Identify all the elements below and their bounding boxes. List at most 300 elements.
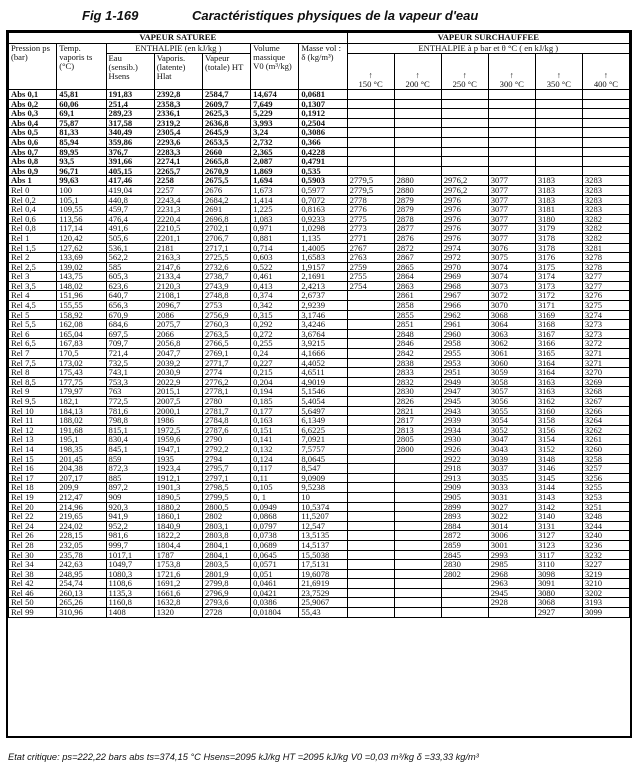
table-cell: 2771,7 bbox=[202, 358, 250, 368]
table-cell: 0,971 bbox=[251, 224, 299, 234]
table-cell: 2,4213 bbox=[299, 281, 347, 291]
table-cell: 2625,3 bbox=[202, 109, 250, 119]
table-cell: Rel 5 bbox=[9, 310, 57, 320]
table-cell: 3123 bbox=[535, 540, 582, 550]
table-cell bbox=[347, 166, 394, 176]
table-cell: 3236 bbox=[582, 540, 629, 550]
table-cell: 3174 bbox=[535, 272, 582, 282]
header-temp-col: ↑ 200 °C bbox=[394, 54, 441, 90]
table-cell: 3178 bbox=[535, 243, 582, 253]
table-cell: 2075,7 bbox=[154, 320, 202, 330]
table-cell: 2880 bbox=[394, 176, 441, 186]
table-cell: 697,5 bbox=[106, 329, 154, 339]
table-cell: 743,1 bbox=[106, 368, 154, 378]
table-cell: 2803,1 bbox=[202, 521, 250, 531]
table-cell: 165,04 bbox=[57, 329, 106, 339]
table-cell: 143,75 bbox=[57, 272, 106, 282]
table-cell: 2800,5 bbox=[202, 502, 250, 512]
table-row bbox=[9, 550, 630, 560]
table-row bbox=[9, 435, 630, 445]
table-cell: 2670,9 bbox=[202, 166, 250, 176]
table-cell: 2201,1 bbox=[154, 233, 202, 243]
table-cell: Rel 16 bbox=[9, 464, 57, 474]
table-cell: 3283 bbox=[582, 205, 629, 215]
table-cell: 1108,6 bbox=[106, 579, 154, 589]
table-cell: 491,6 bbox=[106, 224, 154, 234]
table-cell: 684,6 bbox=[106, 320, 154, 330]
header-vapeur-totale: Vapeur (totale) HT bbox=[202, 54, 250, 90]
table-cell: 605,3 bbox=[106, 272, 154, 282]
table-cell: 265,26 bbox=[57, 598, 106, 608]
up-arrow-icon: ↑ bbox=[603, 70, 609, 80]
table-cell: 0,714 bbox=[251, 243, 299, 253]
table-cell bbox=[441, 118, 488, 128]
header-temp-col: ↑ 400 °C bbox=[582, 54, 629, 90]
table-cell: 158,92 bbox=[57, 310, 106, 320]
header-eau: Eau (sensib.) Hsens bbox=[106, 54, 154, 90]
table-cell: 3164 bbox=[535, 358, 582, 368]
table-cell: 2274,1 bbox=[154, 157, 202, 167]
table-cell: 2872 bbox=[441, 531, 488, 541]
table-cell: 2776,2 bbox=[202, 377, 250, 387]
table-cell: 235,78 bbox=[57, 550, 106, 560]
table-cell: 359,86 bbox=[106, 137, 154, 147]
table-cell: Rel 3,5 bbox=[9, 281, 57, 291]
table-cell: 3099 bbox=[582, 608, 629, 618]
table-cell: 3152 bbox=[535, 444, 582, 454]
table-cell: 2755 bbox=[347, 272, 394, 282]
table-cell: 2794 bbox=[202, 454, 250, 464]
table-cell: 2774 bbox=[202, 368, 250, 378]
table-cell: Rel 0,6 bbox=[9, 214, 57, 224]
table-cell: 3052 bbox=[488, 425, 535, 435]
table-cell: 0,185 bbox=[251, 397, 299, 407]
table-cell: 0,0689 bbox=[251, 540, 299, 550]
table-cell: 941,9 bbox=[106, 512, 154, 522]
table-cell: 219,65 bbox=[57, 512, 106, 522]
table-cell: 2336,1 bbox=[154, 109, 202, 119]
table-cell: 45,81 bbox=[57, 90, 106, 100]
table-cell: 585 bbox=[106, 262, 154, 272]
table-cell: 3035 bbox=[488, 473, 535, 483]
table-cell: 3131 bbox=[535, 521, 582, 531]
table-cell: 2905 bbox=[441, 492, 488, 502]
table-cell: 1,673 bbox=[251, 185, 299, 195]
table-cell: 0,0868 bbox=[251, 512, 299, 522]
table-cell: 2803,8 bbox=[202, 531, 250, 541]
table-cell bbox=[347, 521, 394, 531]
table-cell: 405,15 bbox=[106, 166, 154, 176]
table-cell: 0,0738 bbox=[251, 531, 299, 541]
table-cell: 2056,8 bbox=[154, 339, 202, 349]
table-cell: 2257 bbox=[154, 185, 202, 195]
table-cell: 417,46 bbox=[106, 176, 154, 186]
table-cell: Rel 7 bbox=[9, 349, 57, 359]
table-cell: 2133,4 bbox=[154, 272, 202, 282]
table-cell: 2231,3 bbox=[154, 205, 202, 215]
table-cell bbox=[347, 329, 394, 339]
table-row bbox=[9, 588, 630, 598]
table-cell: 2913 bbox=[441, 473, 488, 483]
table-cell bbox=[347, 406, 394, 416]
table-cell: 2845 bbox=[441, 550, 488, 560]
table-cell: 2832 bbox=[394, 377, 441, 387]
table-cell: 3142 bbox=[535, 502, 582, 512]
table-cell: 3266 bbox=[582, 406, 629, 416]
table-cell: 23,7529 bbox=[299, 588, 347, 598]
table-cell: 3165 bbox=[535, 349, 582, 359]
table-cell: Rel 0,2 bbox=[9, 195, 57, 205]
table-cell bbox=[488, 157, 535, 167]
table-cell: 2855 bbox=[394, 310, 441, 320]
table-cell: 0,0681 bbox=[299, 90, 347, 100]
table-cell bbox=[535, 99, 582, 109]
figure-number: Fig 1-169 bbox=[82, 8, 139, 23]
table-cell: 3251 bbox=[582, 502, 629, 512]
table-cell: 2793,6 bbox=[202, 598, 250, 608]
table-cell: 3140 bbox=[535, 512, 582, 522]
table-cell: 207,17 bbox=[57, 473, 106, 483]
table-cell: 3117 bbox=[535, 550, 582, 560]
table-cell: 0,051 bbox=[251, 569, 299, 579]
table-cell: 0,5977 bbox=[299, 185, 347, 195]
table-cell: 3160 bbox=[535, 406, 582, 416]
table-cell: 81,33 bbox=[57, 128, 106, 138]
table-cell: 3006 bbox=[488, 531, 535, 541]
header-temp-col: ↑ 300 °C bbox=[488, 54, 535, 90]
table-cell: 2967 bbox=[441, 291, 488, 301]
table-cell: Rel 20 bbox=[9, 502, 57, 512]
table-cell bbox=[394, 598, 441, 608]
table-cell: 2007,5 bbox=[154, 397, 202, 407]
table-cell: 2030,9 bbox=[154, 368, 202, 378]
table-cell: 2993 bbox=[488, 550, 535, 560]
table-cell: 2838 bbox=[394, 358, 441, 368]
table-cell: 0,01804 bbox=[251, 608, 299, 618]
table-row bbox=[9, 569, 630, 579]
table-cell: 2893 bbox=[441, 512, 488, 522]
table-cell: 3098 bbox=[535, 569, 582, 579]
table-cell bbox=[347, 301, 394, 311]
table-cell: 2846 bbox=[394, 339, 441, 349]
table-cell: 0,8163 bbox=[299, 205, 347, 215]
table-cell: 254,74 bbox=[57, 579, 106, 589]
table-cell: 753,3 bbox=[106, 377, 154, 387]
table-cell: 93,5 bbox=[57, 157, 106, 167]
table-cell bbox=[488, 166, 535, 176]
table-cell: 3163 bbox=[535, 377, 582, 387]
table-cell: 3261 bbox=[582, 435, 629, 445]
table-cell: 5,1546 bbox=[299, 387, 347, 397]
table-cell: 0,522 bbox=[251, 262, 299, 272]
table-cell: 1017,1 bbox=[106, 550, 154, 560]
table-cell bbox=[394, 166, 441, 176]
table-cell: 1890,5 bbox=[154, 492, 202, 502]
table-cell: 2961 bbox=[441, 320, 488, 330]
table-cell: 1,225 bbox=[251, 205, 299, 215]
table-cell: 2792,2 bbox=[202, 444, 250, 454]
table-cell: 2976 bbox=[441, 214, 488, 224]
table-cell: 2676 bbox=[202, 185, 250, 195]
table-cell: 3256 bbox=[582, 473, 629, 483]
table-row bbox=[9, 339, 630, 349]
table-cell: 4,1666 bbox=[299, 349, 347, 359]
table-cell bbox=[441, 109, 488, 119]
table-cell: 2738,7 bbox=[202, 272, 250, 282]
table-cell: Rel 12 bbox=[9, 425, 57, 435]
table-cell: 2968 bbox=[441, 281, 488, 291]
table-cell: 0,117 bbox=[251, 464, 299, 474]
table-cell: 2803,5 bbox=[202, 560, 250, 570]
table-cell: 2636,8 bbox=[202, 118, 250, 128]
table-cell bbox=[347, 598, 394, 608]
table-cell: 2066 bbox=[154, 329, 202, 339]
header-surchauffee: VAPEUR SURCHAUFFEE bbox=[347, 33, 629, 44]
table-cell bbox=[441, 598, 488, 608]
table-cell: Rel 8,5 bbox=[9, 377, 57, 387]
table-cell: 99,63 bbox=[57, 176, 106, 186]
table-cell: 2947 bbox=[441, 387, 488, 397]
table-cell: 3227 bbox=[582, 560, 629, 570]
table-cell bbox=[535, 137, 582, 147]
table-cell: 3275 bbox=[582, 301, 629, 311]
table-cell: 2778,1 bbox=[202, 387, 250, 397]
table-cell: 0,0645 bbox=[251, 550, 299, 560]
table-cell: Rel 8 bbox=[9, 368, 57, 378]
table-cell: Rel 6,5 bbox=[9, 339, 57, 349]
table-cell: 3077 bbox=[488, 176, 535, 186]
table-cell: 3074 bbox=[488, 272, 535, 282]
table-cell bbox=[347, 473, 394, 483]
table-cell bbox=[347, 90, 394, 100]
up-arrow-icon: ↑ bbox=[415, 70, 420, 80]
table-cell: 9,5238 bbox=[299, 483, 347, 493]
table-cell: 3278 bbox=[582, 253, 629, 263]
table-cell: 3027 bbox=[488, 502, 535, 512]
table-cell: 2801,9 bbox=[202, 569, 250, 579]
table-cell: 830,4 bbox=[106, 435, 154, 445]
table-cell: 232,05 bbox=[57, 540, 106, 550]
table-cell: 3077 bbox=[488, 233, 535, 243]
table-cell: 562,2 bbox=[106, 253, 154, 263]
table-cell: 2802 bbox=[441, 569, 488, 579]
table-cell bbox=[347, 137, 394, 147]
table-cell: 2147,6 bbox=[154, 262, 202, 272]
table-cell: 0,24 bbox=[251, 349, 299, 359]
table-cell bbox=[535, 166, 582, 176]
table-cell: Abs 0,5 bbox=[9, 128, 57, 138]
table-cell bbox=[488, 118, 535, 128]
table-cell: 2951 bbox=[441, 368, 488, 378]
table-cell: 2848 bbox=[394, 329, 441, 339]
table-cell: 2787,6 bbox=[202, 425, 250, 435]
table-cell: 3268 bbox=[582, 387, 629, 397]
table-cell: 310,96 bbox=[57, 608, 106, 618]
table-cell bbox=[347, 531, 394, 541]
table-cell: 0,7072 bbox=[299, 195, 347, 205]
table-row bbox=[9, 416, 630, 426]
table-cell: 2779,5 bbox=[347, 185, 394, 195]
table-row bbox=[9, 531, 630, 541]
table-row bbox=[9, 349, 630, 359]
table-cell: 17,5131 bbox=[299, 560, 347, 570]
table-cell: 3,9215 bbox=[299, 339, 347, 349]
table-cell bbox=[347, 550, 394, 560]
table-cell bbox=[347, 387, 394, 397]
table-cell: 2969 bbox=[441, 272, 488, 282]
table-cell: 1,083 bbox=[251, 214, 299, 224]
table-cell: 2766,5 bbox=[202, 339, 250, 349]
table-cell: 3253 bbox=[582, 492, 629, 502]
table-cell: 2702,1 bbox=[202, 224, 250, 234]
table-cell: 3144 bbox=[535, 483, 582, 493]
table-cell: 2962 bbox=[441, 310, 488, 320]
table-cell: 188,02 bbox=[57, 416, 106, 426]
table-cell: Rel 50 bbox=[9, 598, 57, 608]
table-cell bbox=[535, 118, 582, 128]
table-cell: Rel 46 bbox=[9, 588, 57, 598]
table-cell: Rel 99 bbox=[9, 608, 57, 618]
table-row bbox=[9, 502, 630, 512]
table-cell: 0,5903 bbox=[299, 176, 347, 186]
table-cell: 113,56 bbox=[57, 214, 106, 224]
table-cell: 3077 bbox=[488, 205, 535, 215]
table-cell: 2653,5 bbox=[202, 137, 250, 147]
table-cell bbox=[441, 579, 488, 589]
table-cell bbox=[347, 291, 394, 301]
table-cell: 7,5757 bbox=[299, 444, 347, 454]
table-cell: 2,9239 bbox=[299, 301, 347, 311]
table-cell: 228,15 bbox=[57, 531, 106, 541]
table-row bbox=[9, 233, 630, 243]
table-cell bbox=[582, 109, 629, 119]
table-cell: 2706,7 bbox=[202, 233, 250, 243]
table-cell bbox=[394, 473, 441, 483]
table-cell: 198,35 bbox=[57, 444, 106, 454]
header-enthalpie-sat: ENTHALPIE (en kJ/kg ) bbox=[106, 44, 251, 54]
table-cell: 0,461 bbox=[251, 272, 299, 282]
table-cell: 2800 bbox=[394, 444, 441, 454]
table-cell: 139,02 bbox=[57, 262, 106, 272]
table-row bbox=[9, 444, 630, 454]
table-cell: 3255 bbox=[582, 483, 629, 493]
table-cell: 184,13 bbox=[57, 406, 106, 416]
table-cell: Abs 0,6 bbox=[9, 137, 57, 147]
table-cell: 2660 bbox=[202, 147, 250, 157]
table-cell: 3031 bbox=[488, 492, 535, 502]
table-cell: 2804,1 bbox=[202, 540, 250, 550]
table-row bbox=[9, 128, 630, 138]
table-cell: 3202 bbox=[582, 588, 629, 598]
table-cell: 3166 bbox=[535, 339, 582, 349]
table-cell: 1901,3 bbox=[154, 483, 202, 493]
table-cell: 3274 bbox=[582, 310, 629, 320]
table-cell: Abs 0,3 bbox=[9, 109, 57, 119]
table-cell: 2934 bbox=[441, 425, 488, 435]
table-cell: 2780 bbox=[202, 397, 250, 407]
table-cell: 3232 bbox=[582, 550, 629, 560]
table-cell: 3056 bbox=[488, 397, 535, 407]
table-cell: 1,414 bbox=[251, 195, 299, 205]
table-cell: 2358,3 bbox=[154, 99, 202, 109]
table-cell: 3043 bbox=[488, 444, 535, 454]
table-row bbox=[9, 272, 630, 282]
table-cell: 0,177 bbox=[251, 406, 299, 416]
header-masse: Masse vol : δ (kg/m³) bbox=[299, 44, 347, 90]
table-cell: 2796,9 bbox=[202, 588, 250, 598]
table-cell: 170,5 bbox=[57, 349, 106, 359]
table-cell: Rel 42 bbox=[9, 579, 57, 589]
table-cell bbox=[347, 397, 394, 407]
table-cell: 4,6511 bbox=[299, 368, 347, 378]
table-cell: 1860,1 bbox=[154, 512, 202, 522]
table-cell: 3282 bbox=[582, 233, 629, 243]
table-cell: 3110 bbox=[535, 560, 582, 570]
table-cell: 1923,4 bbox=[154, 464, 202, 474]
table-cell: 885 bbox=[106, 473, 154, 483]
table-cell: 2817 bbox=[394, 416, 441, 426]
table-cell: 1,4005 bbox=[299, 243, 347, 253]
table-cell: 2684,2 bbox=[202, 195, 250, 205]
table-cell: 2725,5 bbox=[202, 253, 250, 263]
table-cell bbox=[347, 502, 394, 512]
table-cell: 0,342 bbox=[251, 301, 299, 311]
table-cell: 3179 bbox=[535, 224, 582, 234]
table-cell: 2120,3 bbox=[154, 281, 202, 291]
header-temp-col: ↑ 150 °C bbox=[347, 54, 394, 90]
table-cell bbox=[347, 588, 394, 598]
table-cell: 656,3 bbox=[106, 301, 154, 311]
table-cell: 3143 bbox=[535, 492, 582, 502]
table-cell bbox=[488, 608, 535, 618]
table-row bbox=[9, 397, 630, 407]
table-cell: 3277 bbox=[582, 272, 629, 282]
table-cell: Rel 19 bbox=[9, 492, 57, 502]
table-cell bbox=[347, 128, 394, 138]
table-cell: 2265,7 bbox=[154, 166, 202, 176]
table-cell: 3271 bbox=[582, 358, 629, 368]
table-cell: 2813 bbox=[394, 425, 441, 435]
table-cell: 2958 bbox=[441, 339, 488, 349]
table-cell: 3258 bbox=[582, 454, 629, 464]
table-cell: 3145 bbox=[535, 473, 582, 483]
table-cell: 289,23 bbox=[106, 109, 154, 119]
table-cell: 8,547 bbox=[299, 464, 347, 474]
table-cell: 212,47 bbox=[57, 492, 106, 502]
table-cell: Rel 22 bbox=[9, 512, 57, 522]
table-cell: 3210 bbox=[582, 579, 629, 589]
table-cell: Rel 10 bbox=[9, 406, 57, 416]
table-cell: 981,6 bbox=[106, 531, 154, 541]
table-cell: 69,1 bbox=[57, 109, 106, 119]
table-cell: 3091 bbox=[535, 579, 582, 589]
table-cell: Rel 4 bbox=[9, 291, 57, 301]
table-cell: 3148 bbox=[535, 454, 582, 464]
table-cell: 0,0949 bbox=[251, 502, 299, 512]
table-cell: 0,881 bbox=[251, 233, 299, 243]
table-cell: 3127 bbox=[535, 531, 582, 541]
table-cell: 2763 bbox=[347, 253, 394, 263]
table-cell: 2797,1 bbox=[202, 473, 250, 483]
table-cell: 2743,9 bbox=[202, 281, 250, 291]
table-cell: 2928 bbox=[488, 598, 535, 608]
table-cell: 2953 bbox=[441, 358, 488, 368]
table-cell bbox=[394, 157, 441, 167]
table-cell: 3022 bbox=[488, 512, 535, 522]
table-row bbox=[9, 214, 630, 224]
table-cell: 476,4 bbox=[106, 214, 154, 224]
table-cell: 2826 bbox=[394, 397, 441, 407]
